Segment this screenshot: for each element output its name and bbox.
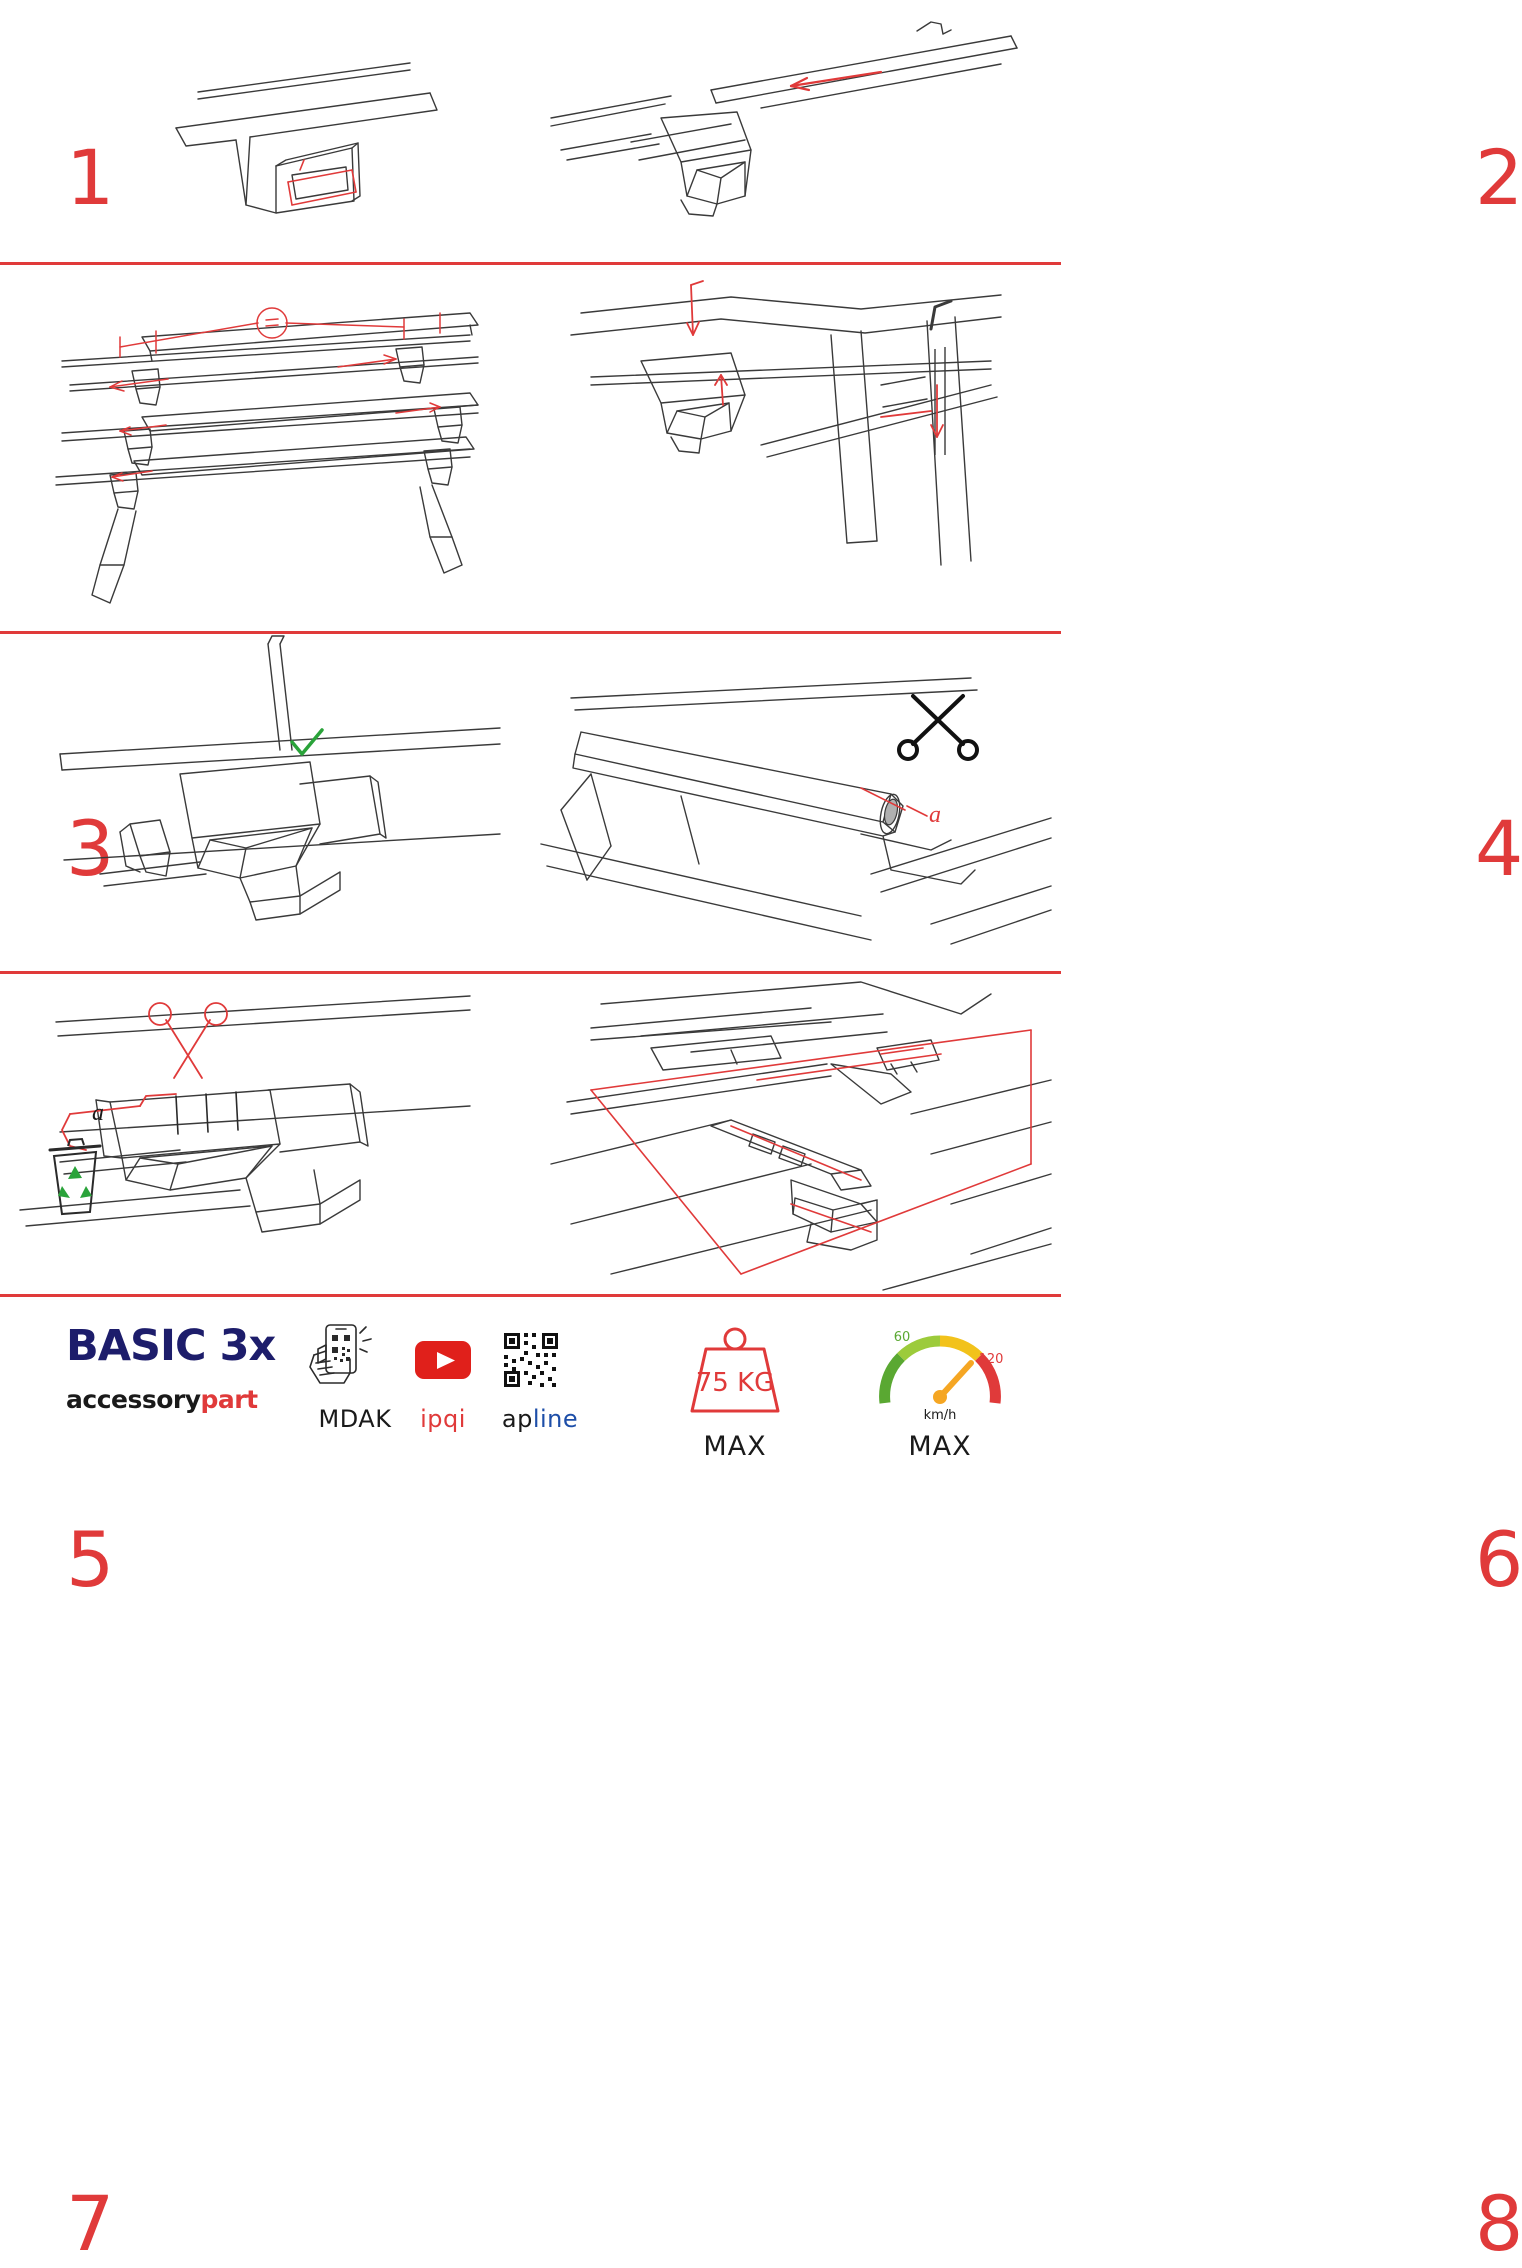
- logo-mdak-caption-accent: A: [358, 1405, 376, 1433]
- logo-mdak-caption-main: MD: [318, 1405, 359, 1433]
- step-4-illustration: [531, 265, 1061, 631]
- step-2-illustration: [531, 0, 1061, 262]
- logo-apline-caption: [480, 1405, 600, 1433]
- step-number-3: 3: [66, 804, 114, 893]
- brand-block: [66, 1321, 276, 1414]
- max-load-label: MAX: [703, 1431, 767, 1462]
- step-7-illustration: [0, 974, 530, 1294]
- max-speed-label: MAX: [908, 1431, 972, 1462]
- max-speed-indicator: [855, 1315, 1025, 1462]
- step-panel-4: [531, 265, 1522, 893]
- step-1-illustration: [0, 0, 530, 262]
- step-number-5: 5: [66, 1515, 114, 1604]
- logo-mdak: [300, 1323, 410, 1433]
- logo-ipqi: [395, 1323, 491, 1433]
- step-number-8: 8: [1475, 2179, 1522, 2268]
- step-7-label-a: a: [92, 1100, 104, 1126]
- youtube-play-icon: [395, 1323, 491, 1393]
- step-panel-3: [0, 265, 530, 893]
- hand-scanning-qr-phone-icon: [300, 1323, 410, 1393]
- logo-mdak-caption-tail: K: [375, 1405, 392, 1433]
- step-5-illustration: [0, 634, 530, 971]
- logo-mdak-caption: [300, 1405, 410, 1433]
- step-number-4: 4: [1475, 804, 1522, 893]
- step-panel-1: [0, 0, 530, 262]
- max-load-value: 75 KG: [695, 1368, 775, 1398]
- step-number-2: 2: [1475, 133, 1522, 222]
- brand-title: [66, 1321, 276, 1371]
- logo-apline-caption-first: ap: [501, 1405, 533, 1433]
- step-3-illustration: [0, 265, 530, 631]
- step-6-label-a: a: [929, 802, 941, 828]
- weight-icon: [660, 1315, 810, 1425]
- step-6-illustration: [531, 634, 1061, 971]
- qr-code-icon: [480, 1323, 600, 1393]
- step-8-illustration: [531, 974, 1061, 1294]
- step-number-1: 1: [66, 133, 114, 222]
- speedometer-icon: [855, 1315, 1025, 1425]
- speed-unit: km/h: [923, 1408, 957, 1423]
- speed-scale-max: 120: [978, 1352, 1004, 1367]
- brand-title-main: BASIC: [66, 1321, 206, 1371]
- footer: [0, 1297, 1061, 1500]
- step-panel-2: [531, 0, 1522, 262]
- step-number-6: 6: [1475, 1515, 1522, 1604]
- logo-apline-caption-second: line: [532, 1405, 579, 1433]
- logo-apline: [480, 1323, 600, 1433]
- speed-scale-min: 60: [893, 1330, 911, 1345]
- max-load-indicator: [660, 1315, 810, 1462]
- brand-title-suffix: 3x: [219, 1321, 276, 1371]
- logo-ipqi-caption-text: ipqi: [420, 1405, 466, 1433]
- logo-ipqi-caption: [395, 1405, 491, 1433]
- step-number-7: 7: [66, 2179, 114, 2268]
- brand-subtitle-second: part: [200, 1385, 258, 1414]
- brand-subtitle: [66, 1387, 276, 1412]
- brand-subtitle-first: accessory: [66, 1385, 201, 1414]
